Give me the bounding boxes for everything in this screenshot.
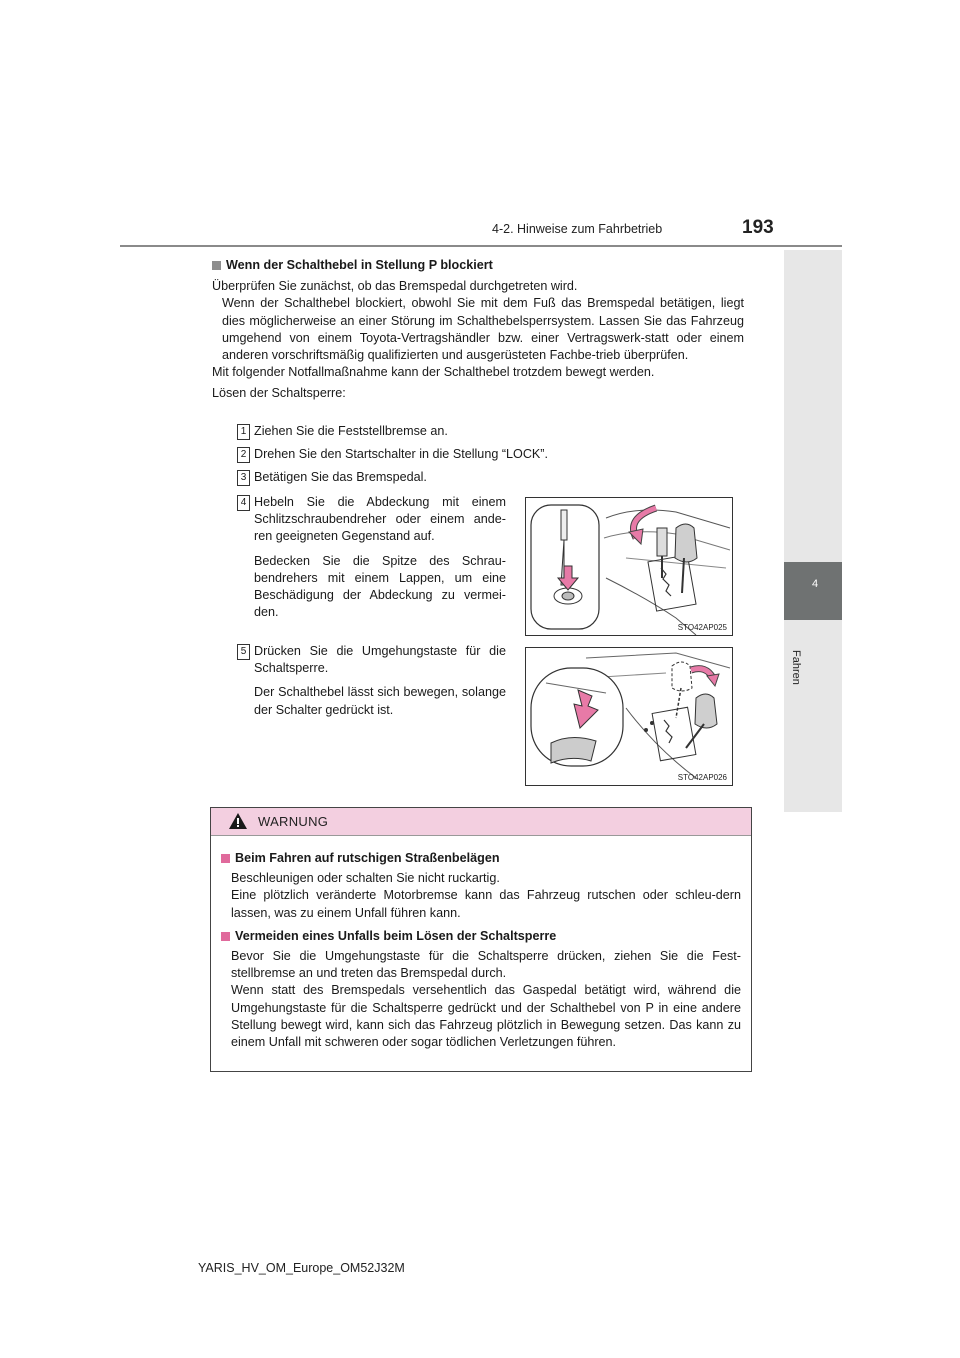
warning-body	[211, 836, 751, 1051]
header-divider	[120, 245, 842, 247]
square-bullet-icon	[221, 854, 230, 863]
warning-text: Bevor Sie die Umgehungstaste für die Schaltsperre drücken, ziehen Sie die Fest-stellbremse an und treten das Bremspedal durch.	[231, 949, 741, 981]
square-bullet-icon	[221, 932, 230, 941]
step-note: Der Schalthebel lässt sich bewegen, solange der Schalter gedrückt ist.	[254, 685, 506, 717]
warning-header	[211, 808, 751, 836]
warning-text: Beschleunigen oder schalten Sie nicht ruckartig.	[231, 871, 500, 886]
paragraph: Mit folgender Notfallmaßnahme kann der Schalthebel trotzdem bewegt werden.	[212, 365, 655, 380]
square-bullet-icon	[212, 261, 221, 270]
step-number: 1	[237, 424, 250, 440]
chapter-label: Fahren	[790, 650, 802, 685]
paragraph: Überprüfen Sie zunächst, ob das Bremspedal durchgetreten wird.	[212, 279, 578, 294]
page-number: 193	[742, 217, 774, 238]
step-number: 4	[237, 495, 250, 511]
warning-item-heading: Beim Fahren auf rutschigen Straßenbelägen	[221, 850, 741, 867]
figure-code: STO42AP025	[677, 623, 727, 632]
step-text: Drücken Sie die Umgehungstaste für die Schaltsperre.	[254, 644, 506, 676]
section-heading: Wenn der Schalthebel in Stellung P blockiert	[212, 257, 744, 274]
illustration-cover-removal	[525, 497, 733, 636]
step-3	[237, 469, 717, 487]
step-5	[237, 643, 509, 723]
step-text: Ziehen Sie die Feststellbremse an.	[254, 424, 448, 438]
document-id: YARIS_HV_OM_Europe_OM52J32M	[198, 1261, 405, 1275]
warning-text: Wenn statt des Bremspedals versehentlich das Gaspedal betätigt wird, während die Umgehungstaste für die Schaltsperre gedrückt und der Schalthebel von P in eine andere Stellung bewegt wird, kann sich das Fahrzeug plötzlich in Bewegung setzen. Das kann zu einem Unfall mit schweren oder sogar tödlichen Verletzungen führen.	[231, 983, 741, 1050]
illustration-shift-lock-release	[525, 647, 733, 786]
step-number: 2	[237, 447, 250, 463]
figure-code: STO42AP026	[677, 773, 727, 782]
step-2	[237, 446, 717, 464]
side-margin-bar-lower	[784, 620, 842, 812]
chapter-number: 4	[812, 578, 819, 590]
warning-title: WARNUNG	[258, 814, 329, 829]
steps-intro: Lösen der Schaltsperre:	[212, 386, 346, 401]
step-text: Hebeln Sie die Abdeckung mit einem Schlitzschraubendreher oder einem ande-ren geeigneten Gegenstand auf.	[254, 495, 506, 544]
main-content	[212, 257, 744, 407]
step-number: 5	[237, 644, 250, 660]
chapter-tab[interactable]	[784, 562, 842, 620]
step-4	[237, 494, 509, 634]
warning-item-heading: Vermeiden eines Unfalls beim Lösen der Schaltsperre	[221, 928, 741, 945]
warning-text: Eine plötzlich veränderte Motorbremse kann das Fahrzeug rutschen oder schleu-dern lassen, was zu einem Unfall führen kann.	[231, 888, 741, 920]
warning-box	[210, 807, 752, 1072]
section-title: 4-2. Hinweise zum Fahrbetrieb	[492, 222, 663, 236]
step-number: 3	[237, 470, 250, 486]
paragraph: Wenn der Schalthebel blockiert, obwohl Sie mit dem Fuß das Bremspedal betätigen, liegt dies möglicherweise an einer Störung im Schalthebelsperrsystem. Lassen Sie das Fahrzeug umgehend von einem Toyota-Vertragshändler bzw. einer Vertragswerk-statt oder einem anderen vorschriftsmäßig qualifizierten und ausgerüsteten Fachbe-trieb überprüfen.	[222, 296, 744, 363]
shift-lock-button-illustration	[526, 648, 732, 785]
side-margin-bar	[784, 250, 842, 562]
shift-lever-screwdriver-illustration	[526, 498, 732, 635]
step-1	[237, 423, 717, 441]
step-text: Betätigen Sie das Bremspedal.	[254, 470, 427, 484]
step-note: Bedecken Sie die Spitze des Schrau-bendrehers mit einem Lappen, um eine Beschädigung der Abdeckung zu vermei-den.	[254, 553, 506, 620]
step-text: Drehen Sie den Startschalter in die Stellung “LOCK”.	[254, 447, 549, 461]
warning-triangle-icon	[229, 813, 247, 829]
